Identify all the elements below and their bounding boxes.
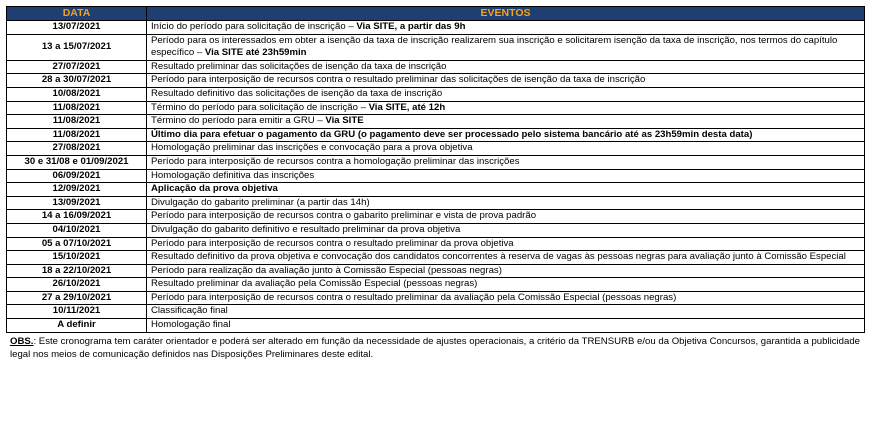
- row-date: 11/08/2021: [7, 101, 147, 115]
- row-date: 11/08/2021: [7, 115, 147, 129]
- row-event: [147, 34, 865, 60]
- row-event: [147, 291, 865, 305]
- row-date: 27 a 29/10/2021: [7, 291, 147, 305]
- event-text: Resultado definitivo da prova objetiva e convocação dos candidatos concorrentes à reserva de vagas às pessoas negras para avaliação junto à Comissão Especial: [151, 251, 846, 263]
- table-row: [7, 278, 865, 292]
- event-text: Período para realização da avaliação junto à Comissão Especial (pessoas negras): [151, 264, 502, 276]
- row-date: 05 a 07/10/2021: [7, 237, 147, 251]
- table-row: [7, 169, 865, 183]
- event-text: Resultado preliminar das solicitações de isenção da taxa de inscrição: [151, 60, 447, 72]
- table-row: [7, 74, 865, 88]
- table-row: [7, 210, 865, 224]
- obs-text: : Este cronograma tem caráter orientador e poderá ser alterado em função da necessidade de ajustes operacionais, a critério da TRENSURB e/ou da Objetiva Concursos, garantida a publicidade legal nos meios de comunicação definidos nas Disposições Preliminares deste edital.: [10, 335, 860, 360]
- event-text: Término do período para solicitação de inscrição –: [151, 101, 369, 113]
- obs-label: OBS.: [10, 335, 34, 347]
- schedule-table: [6, 6, 865, 333]
- event-text-bold: Via SITE, a partir das 9h: [356, 21, 466, 32]
- event-text: Período para os interessados em obter a isenção da taxa de inscrição realizarem sua inscrição e solicitarem isenção da taxa de inscrição, nos termos do capítulo específico –: [151, 34, 838, 59]
- table-row: [7, 237, 865, 251]
- table-row: [7, 319, 865, 333]
- header-events: EVENTOS: [147, 7, 865, 21]
- row-event: [147, 210, 865, 224]
- row-date: 11/08/2021: [7, 128, 147, 142]
- row-event: [147, 155, 865, 169]
- event-text-bold: Último dia para efetuar o pagamento da GRU (o pagamento deve ser processado pelo sistema bancário até as 23h59min desta data): [151, 128, 753, 140]
- event-text: Período para interposição de recursos contra o resultado preliminar das solicitações de isenção da taxa de inscrição: [151, 74, 646, 86]
- row-event: [147, 169, 865, 183]
- row-date: 27/08/2021: [7, 142, 147, 156]
- row-date: 10/11/2021: [7, 305, 147, 319]
- event-text: Período para interposição de recursos contra a homologação preliminar das inscrições: [151, 155, 520, 167]
- event-text: Homologação definitiva das inscrições: [151, 169, 315, 181]
- table-row: [7, 34, 865, 60]
- row-date: A definir: [7, 319, 147, 333]
- row-event: [147, 223, 865, 237]
- row-event: [147, 74, 865, 88]
- row-date: 13 a 15/07/2021: [7, 34, 147, 60]
- row-event: [147, 183, 865, 197]
- row-event: [147, 319, 865, 333]
- event-text: Período para interposição de recursos contra o gabarito preliminar e vista de prova padrão: [151, 210, 537, 222]
- row-event: [147, 101, 865, 115]
- event-text: Divulgação do gabarito preliminar (a partir das 14h): [151, 196, 370, 208]
- row-event: [147, 196, 865, 210]
- row-date: 30 e 31/08 e 01/09/2021: [7, 155, 147, 169]
- event-text-bold: Via SITE, até 12h: [368, 101, 446, 113]
- row-date: 04/10/2021: [7, 223, 147, 237]
- row-date: 15/10/2021: [7, 251, 147, 265]
- table-row: [7, 87, 865, 101]
- event-text: Resultado preliminar da avaliação pela Comissão Especial (pessoas negras): [151, 278, 478, 290]
- observation-note: [6, 333, 864, 361]
- row-event: [147, 251, 865, 265]
- table-row: [7, 196, 865, 210]
- row-event: [147, 278, 865, 292]
- row-date: 18 a 22/10/2021: [7, 264, 147, 278]
- header-date: DATA: [7, 7, 147, 21]
- row-date: 27/07/2021: [7, 60, 147, 74]
- row-event: [147, 128, 865, 142]
- table-row: [7, 223, 865, 237]
- table-row: [7, 101, 865, 115]
- row-event: [147, 305, 865, 319]
- event-text: Divulgação do gabarito definitivo e resultado preliminar da prova objetiva: [151, 223, 461, 235]
- event-text: Classificação final: [151, 305, 228, 317]
- row-date: 13/09/2021: [7, 196, 147, 210]
- event-text: Resultado definitivo das solicitações de isenção da taxa de inscrição: [151, 87, 443, 99]
- row-date: 28 a 30/07/2021: [7, 74, 147, 88]
- table-row: [7, 264, 865, 278]
- table-row: [7, 128, 865, 142]
- table-row: [7, 142, 865, 156]
- row-event: [147, 87, 865, 101]
- table-row: [7, 21, 865, 35]
- table-row: [7, 115, 865, 129]
- table-header-row: [7, 7, 865, 21]
- event-text: Término do período para emitir a GRU –: [151, 115, 326, 127]
- schedule-document: [6, 6, 864, 361]
- row-date: 12/09/2021: [7, 183, 147, 197]
- row-date: 06/09/2021: [7, 169, 147, 183]
- schedule-rows: [7, 21, 865, 333]
- table-row: [7, 305, 865, 319]
- event-text: Período para interposição de recursos contra o resultado preliminar da avaliação pela Comissão Especial (pessoas negras): [151, 291, 677, 303]
- event-text: Homologação preliminar das inscrições e convocação para a prova objetiva: [151, 142, 473, 154]
- row-event: [147, 264, 865, 278]
- event-text: Período para interposição de recursos contra o resultado preliminar da prova objetiva: [151, 237, 514, 249]
- row-date: 26/10/2021: [7, 278, 147, 292]
- table-row: [7, 155, 865, 169]
- row-date: 10/08/2021: [7, 87, 147, 101]
- row-event: [147, 142, 865, 156]
- row-date: 14 a 16/09/2021: [7, 210, 147, 224]
- row-event: [147, 21, 865, 35]
- event-text: Homologação final: [151, 319, 231, 331]
- row-event: [147, 237, 865, 251]
- row-event: [147, 60, 865, 74]
- table-row: [7, 251, 865, 265]
- event-text-bold: Aplicação da prova objetiva: [151, 183, 278, 195]
- table-row: [7, 291, 865, 305]
- table-row: [7, 60, 865, 74]
- event-text-bold: Via SITE até 23h59min: [204, 47, 307, 59]
- row-date: 13/07/2021: [7, 21, 147, 35]
- table-row: [7, 183, 865, 197]
- event-text: Início do período para solicitação de inscrição –: [151, 21, 357, 32]
- event-text-bold: Via SITE: [325, 115, 364, 127]
- row-event: [147, 115, 865, 129]
